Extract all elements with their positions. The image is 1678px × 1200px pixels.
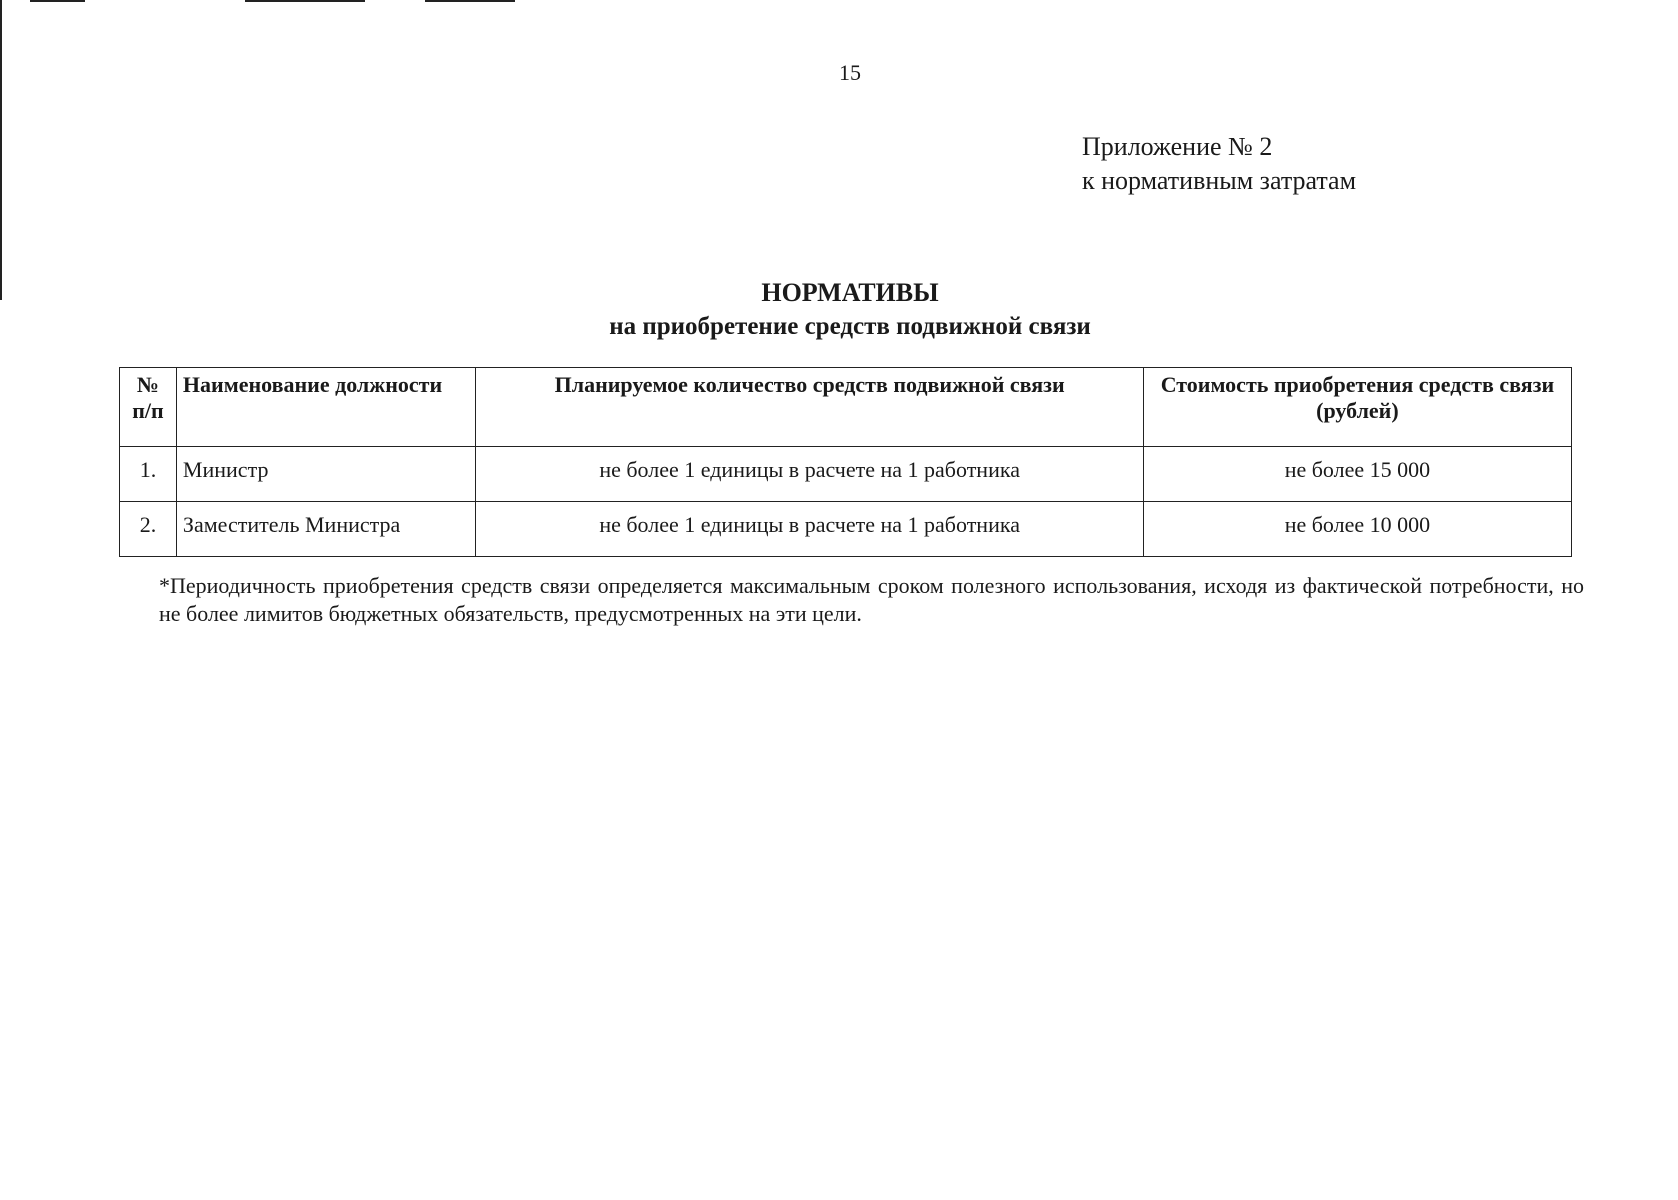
appendix-line-1: Приложение № 2 (1082, 132, 1273, 161)
scan-edge-mark (0, 0, 2, 300)
row-position: Заместитель Министра (176, 502, 476, 557)
document-title (0, 276, 1678, 344)
appendix-line-2: к нормативным затратам (1082, 166, 1357, 195)
header-position: Наименование должности (176, 368, 476, 447)
row-num: 2. (120, 502, 177, 557)
table-header-row (120, 368, 1572, 447)
title-main: НОРМАТИВЫ (761, 278, 939, 307)
row-quantity: не более 1 единицы в расчете на 1 работника (476, 447, 1143, 502)
header-num: № п/п (120, 368, 177, 447)
table-row (120, 502, 1572, 557)
norms-table (119, 367, 1572, 557)
row-quantity: не более 1 единицы в расчете на 1 работника (476, 502, 1143, 557)
header-quantity: Планируемое количество средств подвижной связи (476, 368, 1143, 447)
scan-edge-mark (425, 0, 515, 2)
row-num: 1. (120, 447, 177, 502)
table-row (120, 447, 1572, 502)
footnote: *Периодичность приобретения средств связи определяется максимальным сроком полезного использования, исходя из фактической потребности, но не более лимитов бюджетных обязательств, предусмотренных на эти цели. (159, 573, 1584, 626)
scan-edge-mark (245, 0, 365, 2)
page-number: 15 (839, 60, 861, 85)
appendix-reference (1082, 130, 1356, 198)
header-cost: Стоимость приобретения средств связи (рублей) (1143, 368, 1571, 447)
row-cost: не более 10 000 (1143, 502, 1571, 557)
title-sub: на приобретение средств подвижной связи (609, 313, 1091, 340)
row-position: Министр (176, 447, 476, 502)
scan-edge-mark (30, 0, 85, 2)
row-cost: не более 15 000 (1143, 447, 1571, 502)
